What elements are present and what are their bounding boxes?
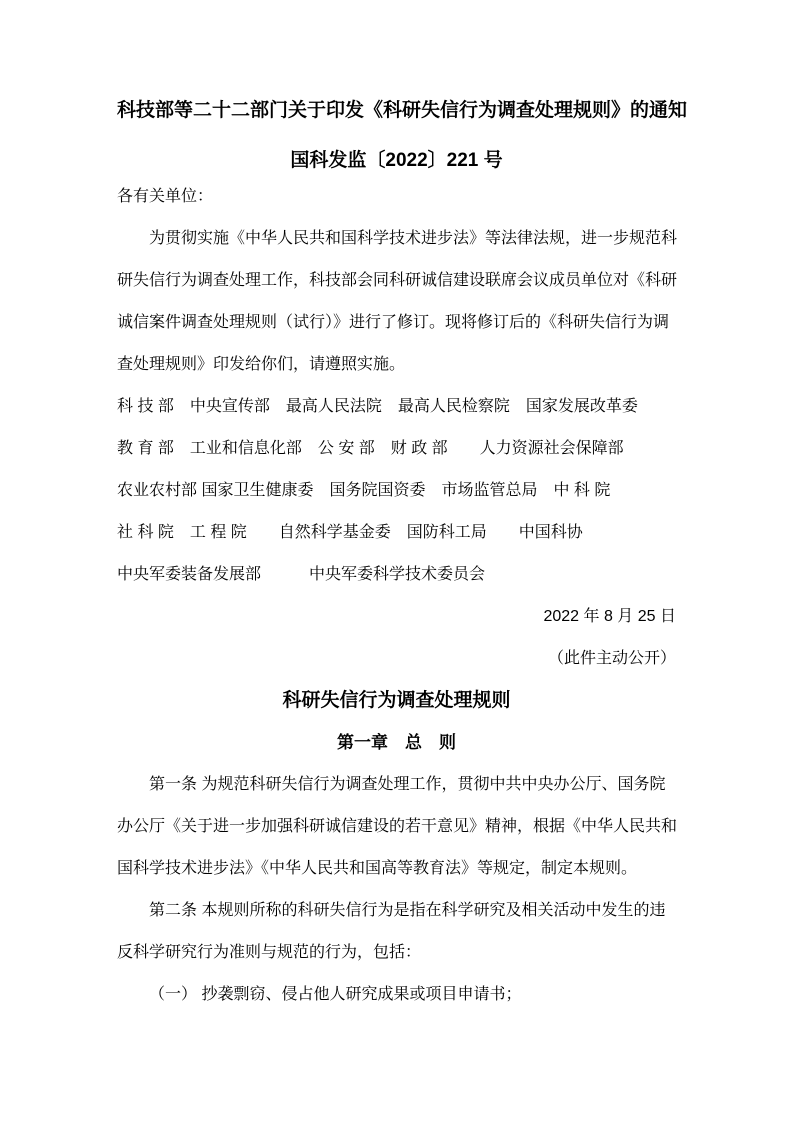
salutation: 各有关单位：	[117, 188, 214, 205]
disclosure-note: （此件主动公开）	[547, 650, 676, 667]
article1-line-1: 第一条 为规范科研失信行为调查处理工作，贯彻中共中央办公厅、国务院	[149, 776, 666, 793]
issuer-line-2: 教 育 部 工业和信息化部 公 安 部 财 政 部 人力资源社会保障部	[117, 440, 624, 457]
doc-number: 国科发监〔2022〕221 号	[290, 150, 503, 171]
intro-line-1: 为贯彻实施《中华人民共和国科学技术进步法》等法律法规，进一步规范科	[149, 230, 678, 247]
issuer-line-3: 农业农村部 国家卫生健康委 国务院国资委 市场监管总局 中 科 院	[117, 482, 611, 499]
article1-line-3: 国科学技术进步法》《中华人民共和国高等教育法》等规定，制定本规则。	[117, 860, 638, 877]
chapter-heading: 第一章 总 则	[337, 733, 456, 752]
intro-line-2: 研失信行为调查处理工作，科技部会同科研诚信建设联席会议成员单位对《科研	[117, 272, 678, 289]
issuer-line-4: 社 科 院 工 程 院 自然科学基金委 国防科工局 中国科协	[117, 524, 583, 541]
intro-line-4: 查处理规则》印发给你们，请遵照实施。	[117, 356, 406, 373]
article2-item-1: （一） 抄袭剽窃、侵占他人研究成果或项目申请书；	[149, 986, 522, 1003]
article2-line-1: 第二条 本规则所称的科研失信行为是指在科学研究及相关活动中发生的违	[149, 902, 666, 919]
notice-title: 科技部等二十二部门关于印发《科研失信行为调查处理规则》的通知	[117, 100, 688, 121]
rules-title: 科研失信行为调查处理规则	[282, 690, 511, 711]
issuer-line-1: 科 技 部 中央宣传部 最高人民法院 最高人民检察院 国家发展改革委	[117, 398, 638, 415]
issue-date: 2022 年 8 月 25 日	[543, 608, 676, 625]
issuer-line-5: 中央军委装备发展部 中央军委科学技术委员会	[117, 566, 486, 583]
intro-line-3: 诚信案件调查处理规则（试行）》进行了修订。现将修订后的《科研失信行为调	[117, 314, 670, 331]
article2-line-2: 反科学研究行为准则与规范的行为，包括：	[117, 944, 422, 961]
article1-line-2: 办公厅《关于进一步加强科研诚信建设的若干意见》精神，根据《中华人民共和	[117, 818, 678, 835]
